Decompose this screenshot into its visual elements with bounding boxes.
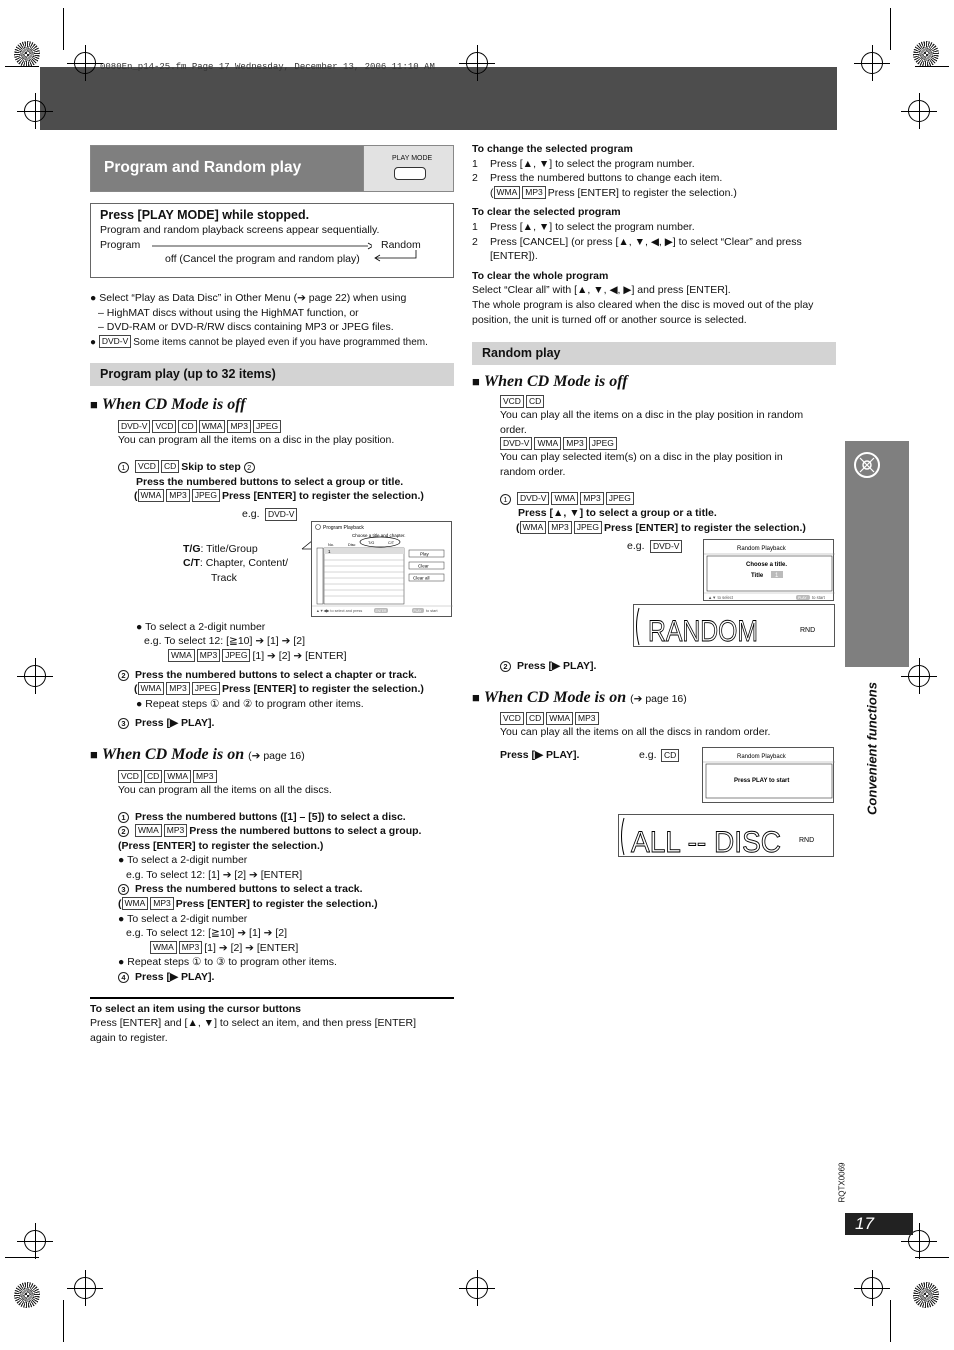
step-number-2: 2	[118, 826, 129, 837]
step2-repeat: Repeat steps ① and ② to program other items.	[145, 697, 364, 710]
step2-line2: Press [ENTER] to register the selection.)	[221, 683, 424, 696]
cursor-tip	[90, 997, 454, 1046]
eg-tag: DVD-V	[265, 508, 297, 521]
tag: JPEG	[192, 682, 220, 695]
clear-sel-heading: To clear the selected program	[472, 206, 621, 219]
tag: MP3	[166, 682, 189, 695]
tag: VCD	[500, 712, 524, 725]
tag: JPEG	[253, 420, 281, 433]
svg-text:▲▼◀▶ to select and press: ▲▼◀▶ to select and press	[316, 608, 363, 613]
step3-text: Press [▶ PLAY].	[135, 717, 215, 730]
tag: CD	[161, 460, 179, 473]
program-on-heading: ■ When CD Mode is on (➔ page 16)	[90, 745, 305, 763]
change-step1: Press [▲, ▼] to select the program number.	[490, 157, 695, 170]
on-step2: Press the numbered buttons to select a group.	[189, 825, 422, 838]
random-off-desc2a: You can play selected item(s) on a disc in the play position in	[500, 451, 783, 464]
svg-text:Title: Title	[751, 573, 764, 580]
on-step3: Press the numbered buttons to select a track.	[135, 883, 363, 896]
clear-sel-step1: Press [▲, ▼] to select the program number.	[490, 220, 695, 233]
flow-program: Program	[100, 239, 141, 251]
random-off-steps: 1 DVD-V WMA MP3 JPEG Press [▲, ▼] to select a group or a title. ( WMA MP3 JPEG Press [ENTER] to register the selection.) e.g. DVD-V Random Playback Choose a title. Title 1 ▲▼ to select PLAY to start RANDOM RND 2 Press [▶ PLAY].	[500, 492, 836, 674]
tag: MP3	[164, 824, 187, 837]
on3-eg2: [1] ➔ [2] ➔ [ENTER]	[204, 941, 299, 954]
crosshair-registration-mark	[24, 100, 46, 122]
program-on-desc: You can program all the items on all the discs.	[118, 783, 332, 796]
random-off-heading: ■ When CD Mode is off	[472, 373, 628, 391]
ct-text: : Chapter, Content/	[199, 557, 289, 570]
on-step4: Press [▶ PLAY].	[135, 971, 215, 984]
crosshair-registration-mark	[466, 1277, 488, 1299]
lcd-rnd: RND	[799, 837, 815, 845]
svg-text:1: 1	[328, 548, 331, 554]
program-off-block	[90, 420, 454, 448]
svg-text:Press PLAY to start: Press PLAY to start	[734, 778, 790, 785]
lcd-rnd: RND	[800, 627, 816, 635]
notes: ● Select “Play as Data Disc” in Other Menu (➔ page 22) when using – HighMAT discs without using the HighMAT function, or – DVD-RAM or DVD-R/RW discs containing MP3 or JPEG files. ● DVD-V Some items cannot be played even if you have programmed them.	[90, 291, 454, 350]
play-mode-label: PLAY MODE	[392, 155, 433, 162]
step-number-1: 1	[118, 462, 129, 473]
random-on-screen	[702, 747, 834, 803]
tag: WMA	[520, 521, 547, 534]
side-label: Convenient functions	[864, 682, 880, 815]
random-on-block	[472, 712, 836, 858]
tag: JPEG	[606, 492, 634, 505]
step1-line1: Press the numbered buttons to select a group or title.	[136, 475, 404, 488]
svg-text:to start: to start	[812, 595, 825, 601]
on-step1: Press the numbered buttons ([1] – [5]) to select a disc.	[135, 810, 406, 823]
eg-tag: CD	[661, 749, 679, 762]
svg-text:PLAY: PLAY	[413, 608, 422, 613]
random-off-block	[472, 395, 836, 674]
lcd-all-disc	[618, 814, 834, 857]
lcd-random	[633, 604, 835, 647]
screen-clear-btn: Clear	[418, 563, 429, 569]
program-off-tags	[118, 420, 454, 433]
file-info: 0080En_p14-25.fm Page 17 Wednesday, December 13, 2006 11:10 AM	[100, 62, 435, 72]
program-screen-graphic	[312, 522, 453, 618]
cursor-tip-text2: again to register.	[90, 1031, 168, 1044]
note-1: Select “Play as Data Disc” in Other Menu (➔ page 22) when using	[99, 292, 407, 304]
crosshair-registration-mark	[861, 1277, 883, 1299]
note-1a: – HighMAT discs without using the HighMAT function, or	[98, 306, 359, 319]
tag: WMA	[138, 489, 165, 502]
skip-text: Skip to step	[181, 460, 241, 473]
program-on-block	[90, 770, 454, 985]
on3-eg: e.g. To select 12: [≧10] ➔ [1] ➔ [2]	[126, 927, 288, 940]
trim-mark	[915, 66, 949, 67]
program-play-heading: Program play (up to 32 items)	[90, 363, 454, 386]
tag: WMA	[150, 941, 177, 954]
disc-icon	[852, 450, 882, 480]
svg-text:T/G: T/G	[368, 540, 375, 545]
note-1b: – DVD-RAM or DVD-R/RW discs containing MP3 or JPEG files.	[98, 321, 394, 334]
step1-line2: Press [ENTER] to register the selection.)	[221, 490, 424, 503]
tag: CD	[178, 420, 196, 433]
section-title: Program and Random play	[91, 146, 363, 191]
tag: WMA	[199, 420, 226, 433]
random-off-desc2b: random order.	[500, 465, 566, 478]
on2-two-digit: To select a 2-digit number	[127, 854, 248, 867]
tag: VCD	[500, 395, 524, 408]
program-screen-example	[118, 506, 454, 613]
two-digit-eg2: [1] ➔ [2] ➔ [ENTER]	[252, 649, 347, 662]
tag: VCD	[152, 420, 176, 433]
step-number-4: 4	[118, 972, 129, 983]
random-on-example	[500, 749, 836, 811]
clear-sel-step2: Press [CANCEL] (or press [▲, ▼, ◀, ▶] to select “Clear” and press	[490, 235, 802, 248]
tag: MP3	[227, 420, 250, 433]
clear-all-t2: The whole program is also cleared when the disc is moved out of the play	[472, 298, 814, 311]
tag: WMA	[135, 824, 162, 837]
crosshair-registration-mark	[908, 100, 930, 122]
svg-text:No.: No.	[328, 542, 334, 547]
crosshair-registration-mark	[466, 52, 488, 74]
press-play-mode-box	[90, 203, 454, 278]
page-ref: (➔ page 16)	[248, 749, 305, 762]
color-registration-mark	[14, 41, 40, 67]
on2-eg: e.g. To select 12: [1] ➔ [2] ➔ [ENTER]	[126, 868, 303, 881]
tag: MP3	[548, 521, 571, 534]
disc-tag: DVD-V	[99, 335, 131, 348]
eg-label: e.g.	[627, 540, 645, 553]
change-heading: To change the selected program	[472, 143, 633, 155]
trim-mark	[890, 1300, 891, 1342]
tag: MP3	[193, 770, 216, 783]
right-column	[472, 142, 836, 857]
tag: WMA	[546, 712, 573, 725]
tag: DVD-V	[517, 492, 549, 505]
tag: MP3	[197, 649, 220, 662]
page-number: 17	[845, 1213, 913, 1235]
screen-clear-all-btn: Clear all	[413, 575, 430, 581]
color-registration-mark	[913, 41, 939, 67]
tag: CD	[144, 770, 162, 783]
cursor-tip-heading: To select an item using the cursor buttons	[90, 1002, 301, 1015]
flow-random: Random	[381, 239, 421, 251]
chapter-tab	[845, 441, 909, 667]
tag: VCD	[135, 460, 159, 473]
lcd-all-disc-text: ALL -- DISC	[631, 826, 781, 859]
random-off-desc1b: order.	[500, 423, 527, 436]
tag: WMA	[138, 682, 165, 695]
random-on-press: Press [▶ PLAY].	[500, 749, 580, 762]
tag: JPEG	[574, 521, 602, 534]
step-number-3: 3	[118, 718, 129, 729]
lcd-all-disc-graphic	[619, 815, 835, 858]
random-on-heading: ■ When CD Mode is on (➔ page 16)	[472, 688, 687, 706]
color-registration-mark	[14, 1282, 40, 1308]
flow-off: off (Cancel the program and random play)	[165, 253, 360, 265]
page-ref: (➔ page 16)	[630, 692, 687, 705]
tag: CD	[526, 395, 544, 408]
two-digit-text: To select a 2-digit number	[145, 620, 266, 633]
step-number-2: 2	[244, 462, 255, 473]
tag: JPEG	[222, 649, 250, 662]
step-number-2: 2	[118, 670, 129, 681]
svg-text:to start: to start	[426, 608, 438, 613]
step-number-2: 2	[500, 661, 511, 672]
tag: DVD-V	[500, 437, 532, 450]
on-step2b: (Press [ENTER] to register the selection.)	[118, 839, 324, 852]
crosshair-registration-mark	[908, 665, 930, 687]
change-step2: Press the numbered buttons to change each item.	[490, 172, 723, 185]
random-screen-graphic	[704, 540, 835, 602]
program-off-heading: ■ When CD Mode is off	[90, 396, 246, 414]
cursor-tip-text1: Press [ENTER] and [▲, ▼] to select an item, and then press [ENTER]	[90, 1017, 416, 1030]
play-mode-button-icon	[394, 167, 426, 180]
two-digit-block: ● To select a 2-digit number e.g. To select 12: [≧10] ➔ [1] ➔ [2] WMA MP3 JPEG [1] ➔ [2] ➔ [ENTER]	[118, 620, 454, 664]
random-s2: Press [▶ PLAY].	[517, 660, 597, 673]
note-2: Some items cannot be played even if you have programmed them.	[133, 336, 428, 348]
tag: MP3	[580, 492, 603, 505]
tag: CD	[526, 712, 544, 725]
tag: WMA	[494, 186, 521, 199]
change-program: To change the selected program 1 Press [▲, ▼] to select the program number. 2 Press the numbered buttons to change each item. ( WMA MP3 Press [ENTER] to register the selection.)	[472, 142, 836, 200]
tag: WMA	[164, 770, 191, 783]
crosshair-registration-mark	[24, 1230, 46, 1252]
step-number-3: 3	[118, 884, 129, 895]
tag: WMA	[534, 437, 561, 450]
program-playback-screen	[311, 521, 452, 617]
svg-text:C/T: C/T	[388, 540, 395, 545]
svg-text:PLAY: PLAY	[798, 596, 807, 601]
section-title-box	[90, 145, 454, 192]
clear-sel-step2b: [ENTER]).	[490, 250, 538, 263]
tag: JPEG	[589, 437, 617, 450]
tag: MP3	[179, 941, 202, 954]
screen-play-btn: Play	[420, 551, 429, 557]
clear-all-t3: position, the unit is turned off or another source is selected.	[472, 313, 747, 326]
tag: MP3	[563, 437, 586, 450]
doc-code: RQTX0069	[837, 1162, 847, 1203]
crosshair-registration-mark	[861, 52, 883, 74]
tg-label: T/G	[183, 542, 201, 555]
step-number-1: 1	[118, 812, 129, 823]
lcd-random-text: RANDOM	[648, 615, 758, 649]
trim-mark	[5, 1257, 39, 1258]
color-registration-mark	[913, 1282, 939, 1308]
tag: MP3	[150, 897, 173, 910]
trim-mark	[890, 8, 891, 50]
svg-text:Choose a title and chapter.: Choose a title and chapter.	[352, 532, 406, 538]
tag: WMA	[168, 649, 195, 662]
crosshair-registration-mark	[74, 52, 96, 74]
eg-label: e.g.	[639, 749, 657, 762]
trim-mark	[915, 1257, 949, 1258]
on-repeat: Repeat steps ① to ③ to program other items.	[127, 956, 337, 969]
left-column	[90, 145, 454, 1045]
svg-text:Random Playback: Random Playback	[737, 754, 786, 761]
tag: WMA	[122, 897, 149, 910]
random-on-desc: You can play all the items on all the discs in random order.	[500, 725, 771, 738]
eg-tag: DVD-V	[650, 540, 682, 553]
header-bar	[40, 67, 837, 130]
trim-mark	[5, 66, 39, 67]
random-on-screen-graphic	[703, 748, 835, 804]
change-step2b: Press [ENTER] to register the selection.)	[547, 186, 737, 199]
program-off-steps: 1 VCD CD Skip to step 2 Press the numbered buttons to select a group or title. ( WMA MP3 JPEG Press [ENTER] to register the selection.) e.g. DVD-V T/G: Title/Group C/T: Chapter, Content/ Track Program Playback Choose a title and chapter. No. Disc T/G C/T 1 Play Clear Clear all ▲▼◀▶ to select and press ENTER PLAY to start ● To select a 2-digit number e.g. To select 12: [≧10] ➔ [1] ➔ [2] WMA MP3 JPEG [1] ➔ [2] ➔ [ENTER] 2 Press the numbered buttons to select a chapter or track. ( WMA MP3 JPEG Press [ENTER] to register the selection.) ● Repeat steps ① and ② to program other items. 3 Press [▶ PLAY].	[90, 460, 454, 731]
svg-text:Choose a title.: Choose a title.	[746, 562, 788, 569]
screen-title: Program Playback	[323, 524, 364, 531]
play-mode-button-illustration	[363, 146, 453, 191]
clear-selected: To clear the selected program 1 Press [▲, ▼] to select the program number. 2 Press [CANCEL] (or press [▲, ▼, ◀, ▶] to select “Clear” and press [ENTER]).	[472, 205, 836, 263]
mode-cycle-diagram	[100, 236, 444, 268]
svg-text:▲▼ to select: ▲▼ to select	[708, 595, 734, 601]
trim-mark	[63, 1300, 64, 1342]
press-box-sub: Program and random playback screens appear sequentially.	[100, 224, 380, 236]
random-play-heading: Random play	[472, 342, 836, 365]
tag: WMA	[551, 492, 578, 505]
two-digit-eg: e.g. To select 12: [≧10] ➔ [1] ➔ [2]	[144, 635, 306, 648]
tag: JPEG	[192, 489, 220, 502]
step-number-1: 1	[500, 494, 511, 505]
program-on-steps: 1 Press the numbered buttons ([1] – [5]) to select a disc. 2 WMA MP3 Press the numbered buttons to select a group. (Press [ENTER] to register the selection.) ● To select a 2-digit number e.g. To select 12: [1] ➔ [2] ➔ [ENTER] 3 Press the numbered buttons to select a track. ( WMA MP3 Press [ENTER] to register the selection.) ● To select a 2-digit number e.g. To select 12: [≧10] ➔ [1] ➔ [2] WMA MP3 [1] ➔ [2] ➔ [ENTER] ● Repeat steps ① to ③ to program other items. 4 Press [▶ PLAY].	[118, 810, 454, 985]
press-box-heading: Press [PLAY MODE] while stopped.	[100, 208, 310, 222]
random-screen-example	[500, 537, 836, 607]
ct-label: C/T	[183, 557, 200, 570]
random-s1-line1: Press [▲, ▼] to select a group or a title.	[518, 507, 717, 520]
lcd-random-graphic	[634, 605, 836, 648]
svg-text:Random Playback: Random Playback	[737, 546, 786, 553]
tag: DVD-V	[118, 420, 150, 433]
eg-label: e.g.	[242, 507, 260, 520]
trim-mark	[63, 8, 64, 50]
random-s1-line2: Press [ENTER] to register the selection.)	[603, 521, 806, 534]
svg-text:Disc: Disc	[348, 542, 356, 547]
on3-two-digit: To select a 2-digit number	[127, 912, 248, 925]
clear-all-heading: To clear the whole program	[472, 269, 609, 282]
tg-text: : Title/Group	[200, 542, 258, 555]
clear-all-t1: Select “Clear all” with [▲, ▼, ◀, ▶] and press [ENTER].	[472, 284, 731, 297]
crosshair-registration-mark	[24, 665, 46, 687]
flow-return-arrow	[374, 250, 420, 264]
tag: MP3	[166, 489, 189, 502]
program-off-desc: You can program all the items on a disc in the play position.	[118, 434, 395, 447]
tag: MP3	[575, 712, 598, 725]
svg-text:1: 1	[775, 573, 779, 580]
ct-text2: Track	[211, 571, 237, 584]
step2-line1: Press the numbered buttons to select a chapter or track.	[135, 668, 417, 681]
svg-text:ENTER: ENTER	[375, 608, 387, 613]
random-playback-screen	[703, 539, 834, 601]
random-off-desc1a: You can play all the items on a disc in the play position in random	[500, 409, 804, 422]
crosshair-registration-mark	[74, 1277, 96, 1299]
on-step3b: Press [ENTER] to register the selection.)	[175, 898, 378, 911]
tag: VCD	[118, 770, 142, 783]
clear-all	[472, 269, 836, 327]
tag: MP3	[522, 186, 545, 199]
